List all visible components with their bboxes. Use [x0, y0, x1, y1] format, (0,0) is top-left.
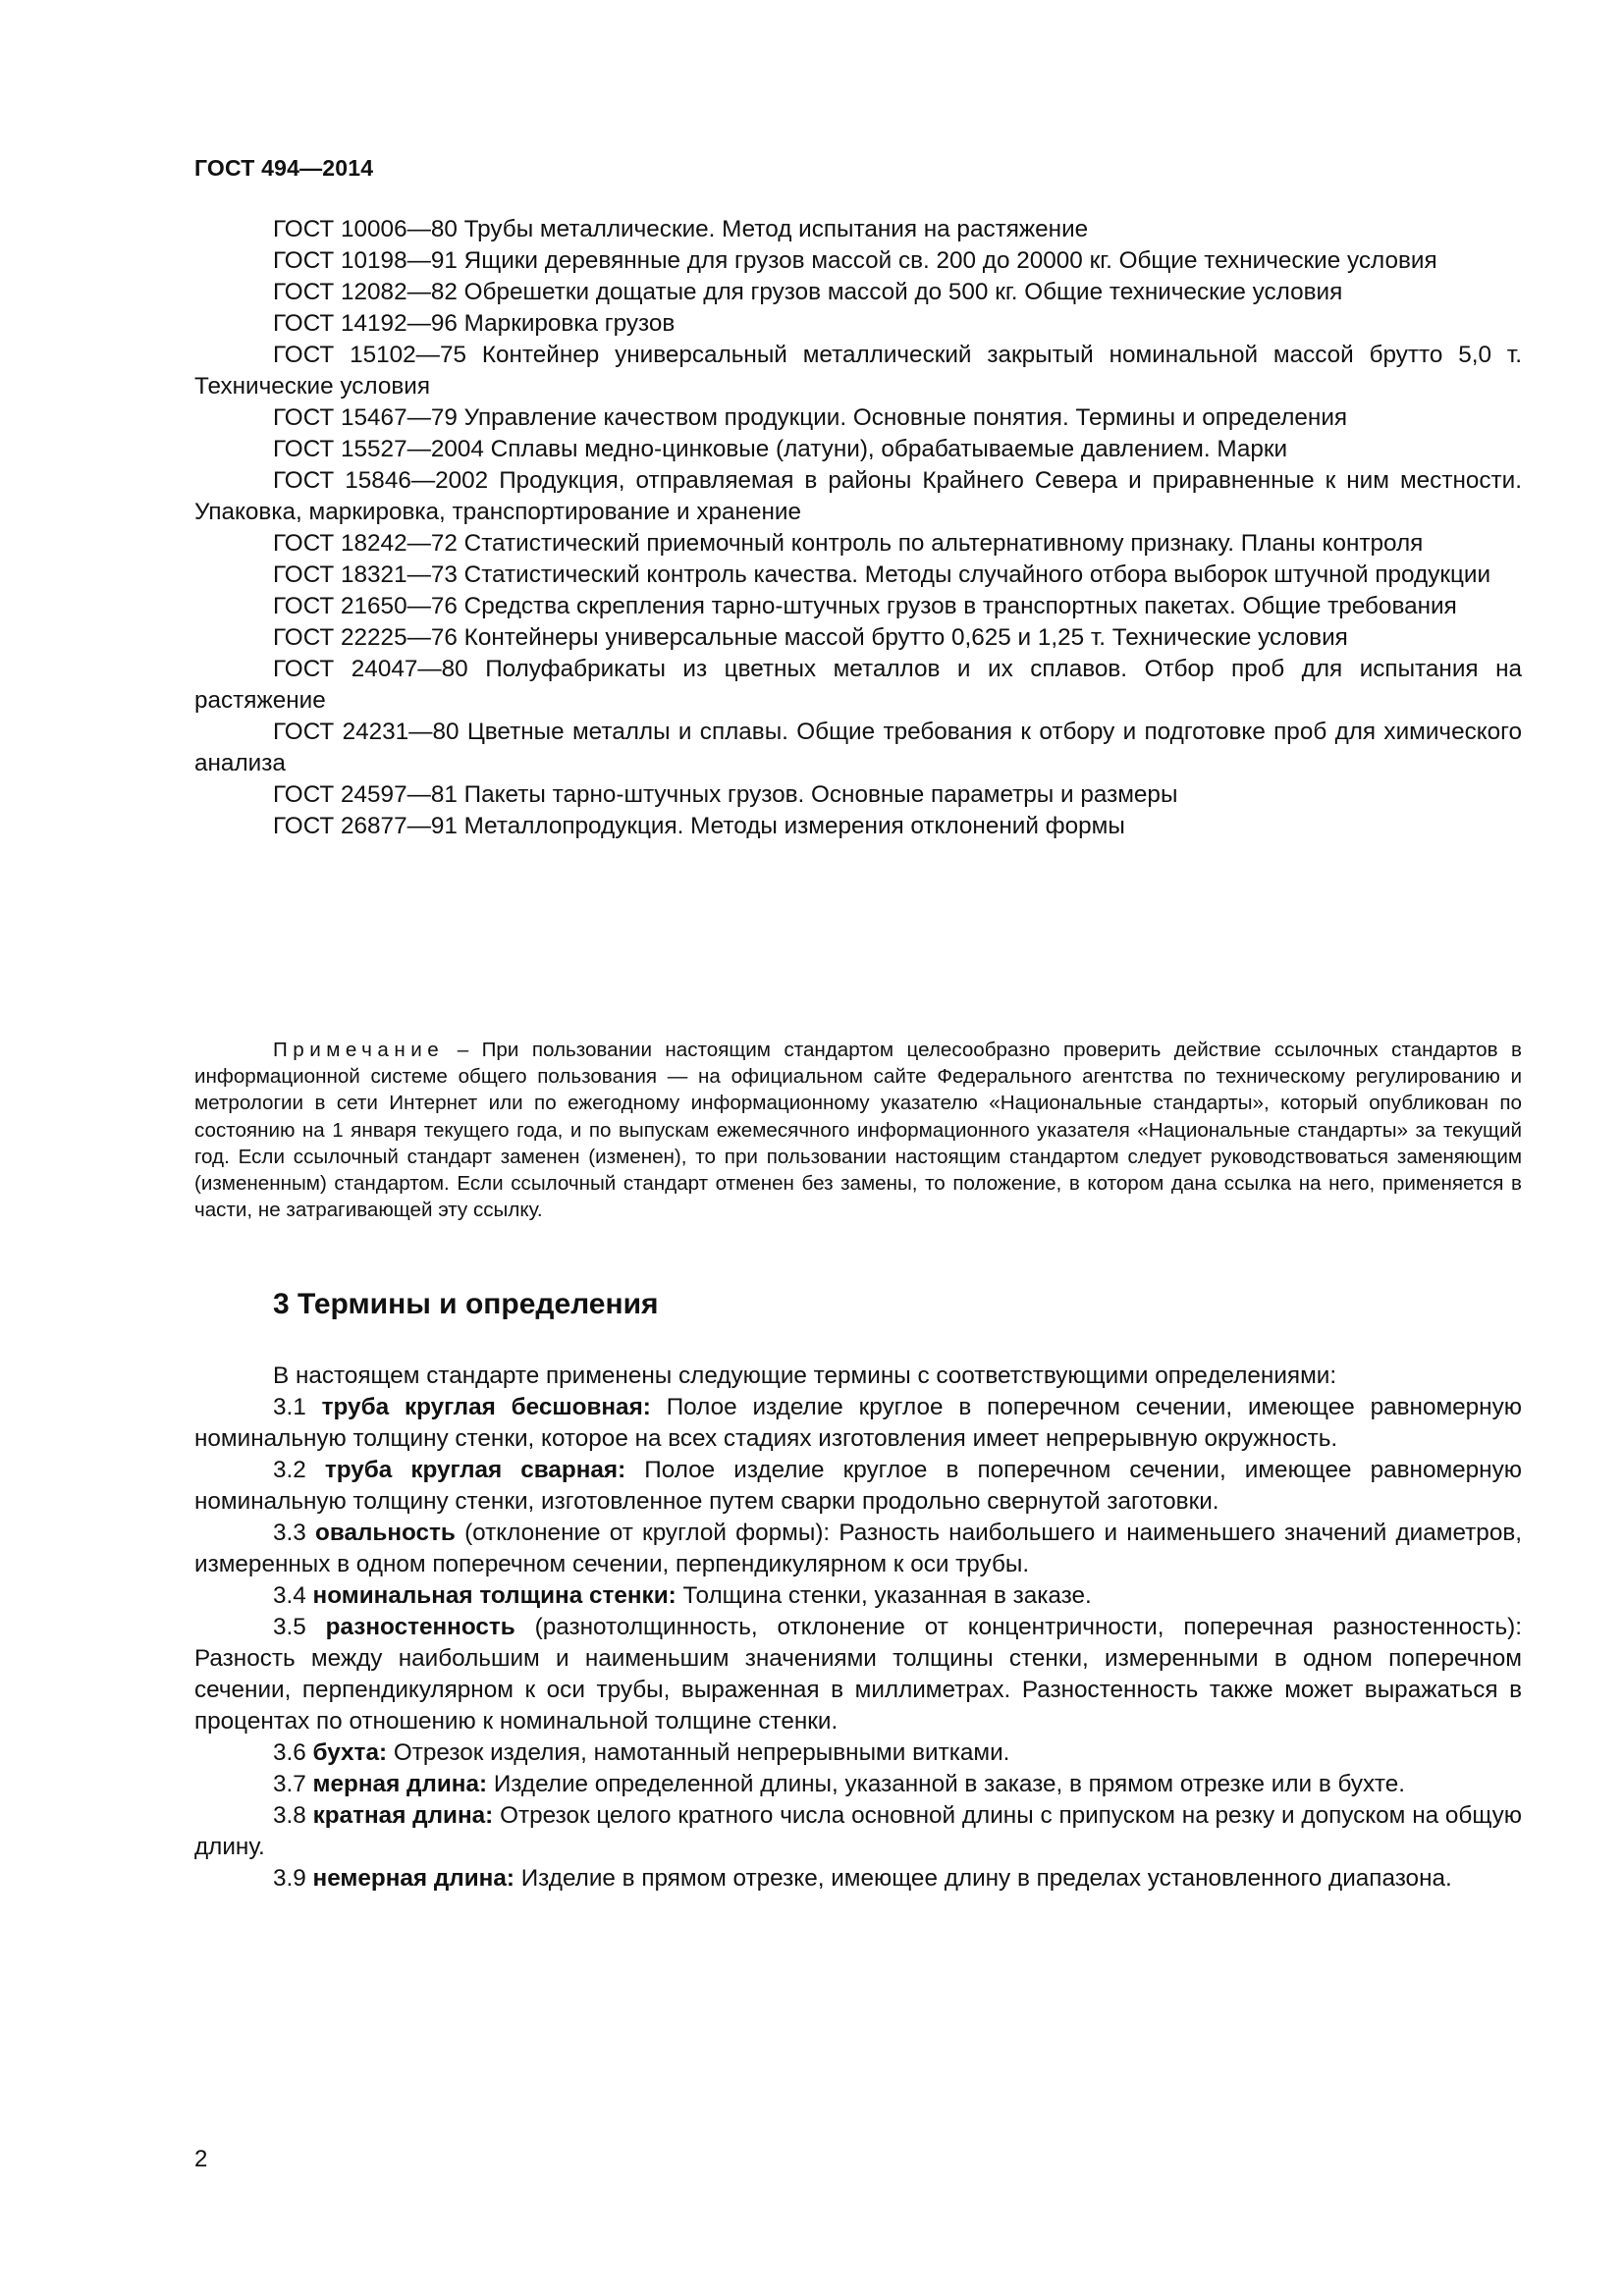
term-number: 3.5	[273, 1614, 306, 1640]
term-item	[194, 1580, 1522, 1612]
term-name: мерная длина:	[312, 1771, 488, 1797]
term-name: немерная длина:	[312, 1865, 514, 1892]
term-number: 3.1	[273, 1394, 306, 1420]
reference-item: ГОСТ 24231—80 Цветные металлы и сплавы. Общие требования к отбору и подготовке проб для химического анализа	[194, 719, 1522, 776]
term-number: 3.6	[273, 1739, 306, 1766]
reference-item: ГОСТ 18242—72 Статистический приемочный контроль по альтернативному признаку. Планы контроля	[273, 530, 1424, 557]
reference-item: ГОСТ 12082—82 Обрешетки дощатые для грузов массой до 500 кг. Общие технические условия	[273, 279, 1343, 305]
term-name: разностенность	[325, 1614, 515, 1640]
reference-item: ГОСТ 15527—2004 Сплавы медно-цинковые (латуни), обрабатываемые давлением. Марки	[273, 436, 1288, 462]
term-definition: Полое изделие круглое в поперечном сечении, имеющее равномерную номинальную толщину стенки, которое на всех стадиях изготовления имеет непрерывную окружность.	[194, 1394, 1522, 1452]
term-number: 3.8	[273, 1802, 306, 1829]
term-definition: Отрезок изделия, намотанный непрерывными витками.	[393, 1739, 1010, 1766]
term-name: номинальная толщина стенки:	[312, 1582, 677, 1609]
reference-item: ГОСТ 14192—96 Маркировка грузов	[273, 310, 676, 337]
document-header: ГОСТ 494—2014	[194, 155, 374, 181]
note-label: Примечание	[273, 1039, 445, 1061]
term-number: 3.4	[273, 1582, 306, 1609]
term-number: 3.9	[273, 1865, 306, 1892]
term-name: овальность	[314, 1520, 456, 1546]
reference-item: ГОСТ 10198—91 Ящики деревянные для грузов массой св. 200 до 20000 кг. Общие технические условия	[273, 247, 1437, 274]
reference-item: ГОСТ 26877—91 Металлопродукция. Методы измерения отклонений формы	[273, 813, 1125, 839]
note-block	[194, 1037, 1522, 1223]
reference-item: ГОСТ 22225—76 Контейнеры универсальные массой брутто 0,625 и 1,25 т. Технические условия	[273, 624, 1348, 651]
term-item	[194, 1455, 1522, 1518]
term-name: кратная длина:	[312, 1802, 494, 1829]
reference-item: ГОСТ 15102—75 Контейнер универсальный металлический закрытый номинальной массой брутто 5,0 т. Технические условия	[194, 342, 1522, 400]
term-item	[194, 1769, 1522, 1800]
reference-item: ГОСТ 15846—2002 Продукция, отправляемая в районы Крайнего Севера и приравненные к ним местности. Упаковка, маркировка, транспортирование и хранение	[194, 467, 1522, 525]
term-definition: Полое изделие круглое в поперечном сечении, имеющее равномерную номинальную толщину стенки, изготовленное путем сварки продольно свернутой заготовки.	[194, 1457, 1522, 1515]
term-definition: Толщина стенки, указанная в заказе.	[682, 1582, 1092, 1609]
reference-item: ГОСТ 18321—73 Статистический контроль качества. Методы случайного отбора выборок штучной продукции	[273, 561, 1491, 588]
term-item	[194, 1800, 1522, 1863]
term-definition: Изделие определенной длины, указанной в заказе, в прямом отрезке или в бухте.	[493, 1771, 1406, 1797]
term-item	[194, 1612, 1522, 1737]
page-number: 2	[194, 2146, 208, 2172]
term-name: труба круглая сварная:	[324, 1457, 626, 1483]
term-number: 3.3	[273, 1520, 306, 1546]
term-item	[194, 1737, 1522, 1769]
reference-item: ГОСТ 21650—76 Средства скрепления тарно-штучных грузов в транспортных пакетах. Общие требования	[273, 593, 1457, 619]
term-item	[194, 1392, 1522, 1455]
reference-item: ГОСТ 10006—80 Трубы металлические. Метод испытания на растяжение	[273, 216, 1089, 242]
term-item	[194, 1863, 1522, 1895]
term-definition: (отклонение от круглой формы): Разность наибольшего и наименьшего значений диаметров, измеренных в одном поперечном сечении, перпендикулярном к оси трубы.	[194, 1520, 1522, 1577]
term-number: 3.7	[273, 1771, 306, 1797]
terms-intro: В настоящем стандарте применены следующие термины с соответствующими определениями:	[273, 1362, 1337, 1389]
reference-item: ГОСТ 15467—79 Управление качеством продукции. Основные понятия. Термины и определения	[273, 404, 1348, 431]
note-text: – При пользовании настоящим стандартом целесообразно проверить действие ссылочных стандартов в информационной системе общего пользования — на официальном сайте Федерального агентства по техническому регулированию и метрологии в сети Интернет или по ежегодному информационному указателю «Национальные стандарты», который опубликован по состоянию на 1 января текущего года, и по выпускам ежемесячного информационного указателя «Национальные стандарты» за текущий год. Если ссылочный стандарт заменен (изменен), то при пользовании настоящим стандартом следует руководствоваться заменяющим (измененным) стандартом. Если ссылочный стандарт отменен без замены, то положение, в котором дана ссылка на него, применяется в части, не затрагивающей эту ссылку.	[194, 1039, 1522, 1222]
section-title: 3 Термины и определения	[273, 1288, 659, 1320]
terms-list	[194, 1361, 1522, 1895]
reference-item: ГОСТ 24047—80 Полуфабрикаты из цветных металлов и их сплавов. Отбор проб для испытания на растяжение	[194, 656, 1522, 714]
term-name: труба круглая бесшовная:	[321, 1394, 651, 1420]
term-number: 3.2	[273, 1457, 306, 1483]
term-definition: Отрезок целого кратного числа основной длины с припуском на резку и допуском на общую длину.	[194, 1802, 1522, 1860]
term-item	[194, 1518, 1522, 1580]
normative-references-list	[194, 214, 1522, 842]
term-name: бухта:	[312, 1739, 388, 1766]
term-definition: Изделие в прямом отрезке, имеющее длину в пределах установленного диапазона.	[520, 1865, 1452, 1892]
term-definition: (разнотолщинность, отклонение от концентричности, поперечная разностенность): Разность между наибольшим и наименьшим значениями толщины стенки, измеренными в одном поперечном сечении, перпендикулярном к оси трубы, выраженная в миллиметрах. Разностенность также может выражаться в процентах по отношению к номинальной толщине стенки.	[194, 1614, 1522, 1735]
reference-item: ГОСТ 24597—81 Пакеты тарно-штучных грузов. Основные параметры и размеры	[273, 781, 1178, 808]
